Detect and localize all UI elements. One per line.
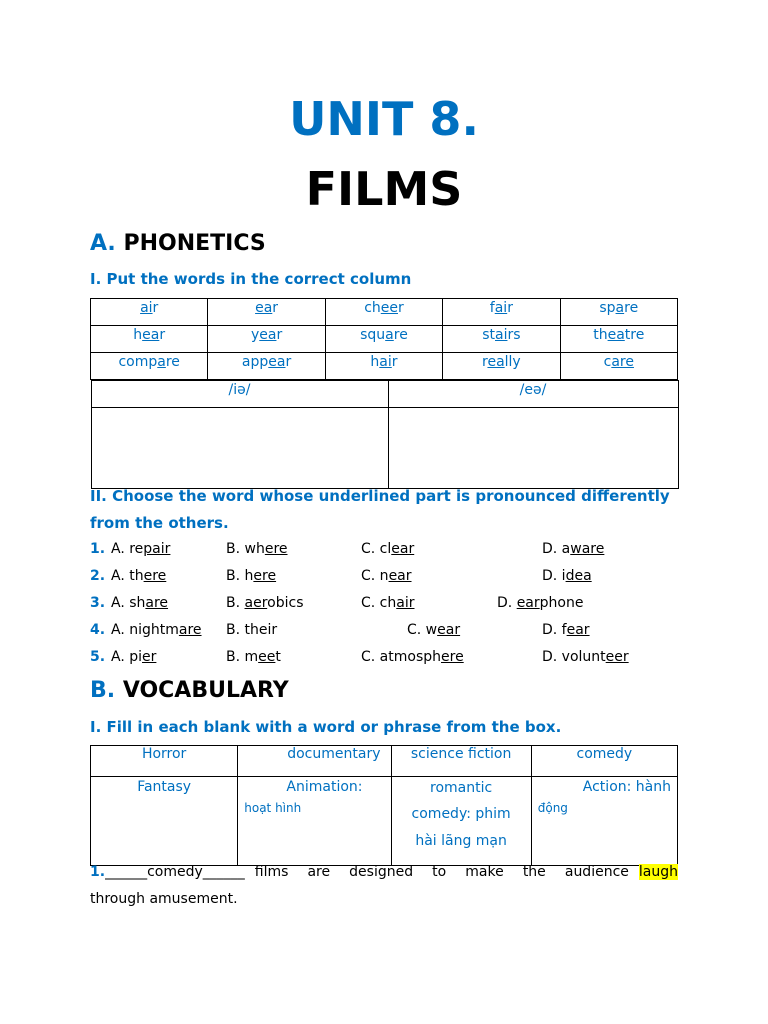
underlined-part: ere [253, 568, 277, 584]
question-option[interactable]: D. fear [542, 622, 590, 638]
question-option[interactable]: D. aware [542, 541, 605, 557]
underlined-part: a [385, 327, 394, 343]
part-a2-instruction-line2: from the others. [90, 514, 229, 532]
column-split-row [91, 380, 678, 490]
word-table [90, 298, 678, 489]
sentence-1-highlight: laugh [638, 864, 678, 880]
underlined-part: dea [565, 568, 592, 584]
underlined-part: ee [380, 300, 398, 316]
sentence-1 [90, 864, 678, 880]
section-a-title: PHONETICS [123, 231, 266, 256]
underlined-part: ea [259, 327, 277, 343]
question-option[interactable]: C. wear [407, 622, 461, 638]
word-cell: fair [443, 299, 560, 326]
question-option[interactable]: A. pier [111, 649, 157, 665]
underlined-part: ere [143, 568, 167, 584]
underlined-part: ea [268, 354, 286, 370]
question-option[interactable]: D. earphone [497, 595, 584, 611]
word-cell: spare [560, 299, 677, 326]
underlined-part: ere [264, 541, 288, 557]
word-cell: hear [91, 326, 208, 353]
question-option[interactable]: A. nightmare [111, 622, 202, 638]
underlined-part: ere [441, 649, 464, 665]
underlined-part: eer [605, 649, 629, 665]
vocab-box [90, 745, 678, 866]
vocab-action [531, 777, 677, 866]
question-option[interactable]: C. chair [361, 595, 415, 611]
question-option[interactable]: B. here [226, 568, 277, 584]
word-row [91, 326, 678, 353]
underlined-part: ea [142, 327, 160, 343]
column-ie-header: /iə/ [91, 381, 388, 408]
underlined-part: pair [143, 541, 171, 557]
underlined-part: ware [570, 541, 605, 557]
word-cell: care [560, 353, 677, 380]
word-row [91, 353, 678, 380]
underlined-part: ee [258, 649, 276, 665]
question-option[interactable]: A. repair [111, 541, 171, 557]
word-cell: year [208, 326, 325, 353]
underlined-part: ear [388, 568, 412, 584]
question-number: 1. [90, 541, 106, 557]
underlined-part: are [145, 595, 169, 611]
question-option[interactable]: C. clear [361, 541, 415, 557]
sentence-word: make [465, 864, 504, 880]
word-cell: cheer [325, 299, 442, 326]
word-cell: square [325, 326, 442, 353]
question-option[interactable]: D. volunteer [542, 649, 629, 665]
sentence-1-text [255, 864, 629, 880]
vocab-science-fiction: science fiction [391, 746, 531, 777]
section-b-title: VOCABULARY [122, 678, 289, 703]
vocab-fantasy: Fantasy [91, 777, 238, 866]
underlined-part: ear [516, 595, 540, 611]
vocab-romantic-line1: romantic [430, 780, 493, 796]
word-cell: really [443, 353, 560, 380]
sentence-word: the [522, 864, 546, 880]
question-number: 3. [90, 595, 106, 611]
question-number: 2. [90, 568, 106, 584]
underlined-part: ear [437, 622, 461, 638]
underlined-part: ea [607, 327, 625, 343]
vocab-romantic-line3: hài lãng mạn [415, 833, 507, 849]
sentence-1-answer[interactable] [105, 864, 245, 880]
vocab-animation [238, 777, 391, 866]
underlined-part: ea [487, 354, 505, 370]
vocab-documentary: documentary [238, 746, 391, 777]
question-option[interactable]: C. near [361, 568, 412, 584]
underlined-part: are [611, 354, 634, 370]
section-b-heading [90, 678, 289, 703]
vocab-romantic-comedy [391, 777, 531, 866]
underlined-part: ear [391, 541, 415, 557]
word-cell: stairs [443, 326, 560, 353]
word-cell: compare [91, 353, 208, 380]
vocab-animation-meaning: hoạt hình [244, 801, 302, 815]
column-ie-answer[interactable] [91, 408, 388, 489]
underlined-part: ea [255, 300, 273, 316]
question-option[interactable]: B. where [226, 541, 288, 557]
question-number: 5. [90, 649, 106, 665]
underlined-part: er [142, 649, 157, 665]
underlined-part: ai [140, 300, 153, 316]
underlined-part: are [178, 622, 202, 638]
sentence-word: are [307, 864, 331, 880]
unit-title: UNIT 8. [289, 92, 479, 146]
sentence-word: designed [349, 864, 414, 880]
sentence-word: to [432, 864, 447, 880]
word-cell: ear [208, 299, 325, 326]
word-cell: air [91, 299, 208, 326]
answer-text: comedy [147, 864, 203, 880]
underlined-part: ai [379, 354, 392, 370]
vocab-romantic-line2: comedy: phim [411, 806, 511, 822]
word-cell: theatre [560, 326, 677, 353]
question-option[interactable]: B. aerobics [226, 595, 304, 611]
question-option[interactable]: B. meet [226, 649, 281, 665]
column-ea-answer[interactable] [388, 408, 678, 489]
column-ea-header: /eə/ [388, 381, 678, 408]
question-option[interactable]: A. share [111, 595, 169, 611]
question-number: 4. [90, 622, 106, 638]
part-b1-instruction: I. Fill in each blank with a word or phrase from the box. [90, 718, 562, 736]
underlined-part: ai [495, 327, 508, 343]
part-a1-instruction: I. Put the words in the correct column [90, 270, 412, 288]
blank-after: ______ [202, 864, 245, 880]
section-a-letter: A. [90, 231, 116, 256]
underlined-part: ear [566, 622, 590, 638]
blank-before: ______ [105, 864, 148, 880]
vocab-action-meaning: động [537, 801, 568, 815]
vocab-animation-label: Animation: [286, 779, 363, 795]
vocab-action-label: Action: hành [582, 779, 671, 795]
underlined-part: air [396, 595, 415, 611]
films-title: FILMS [305, 162, 463, 216]
question-option[interactable]: B. their [226, 622, 278, 638]
sentence-1-number: 1. [90, 864, 106, 880]
question-option[interactable]: C. atmosphere [361, 649, 464, 665]
sentence-word: films [254, 864, 289, 880]
sentence-word: audience [564, 864, 629, 880]
sentence-1-continued: through amusement. [90, 891, 238, 907]
word-cell: appear [208, 353, 325, 380]
underlined-part: aer [244, 595, 268, 611]
underlined-part: ai [494, 300, 508, 316]
vocab-comedy: comedy [531, 746, 677, 777]
sort-table [91, 380, 679, 489]
vocab-horror: Horror [91, 746, 238, 777]
word-cell: hair [325, 353, 442, 380]
underlined-part: a [615, 300, 625, 316]
word-row [91, 299, 678, 326]
underlined-part: a [157, 354, 166, 370]
section-a-heading [90, 231, 266, 256]
part-a2-instruction-line1: II. Choose the word whose underlined part is pronounced differently [90, 487, 670, 505]
section-b-letter: B. [90, 678, 116, 703]
question-option[interactable]: D. idea [542, 568, 592, 584]
question-option[interactable]: A. there [111, 568, 167, 584]
